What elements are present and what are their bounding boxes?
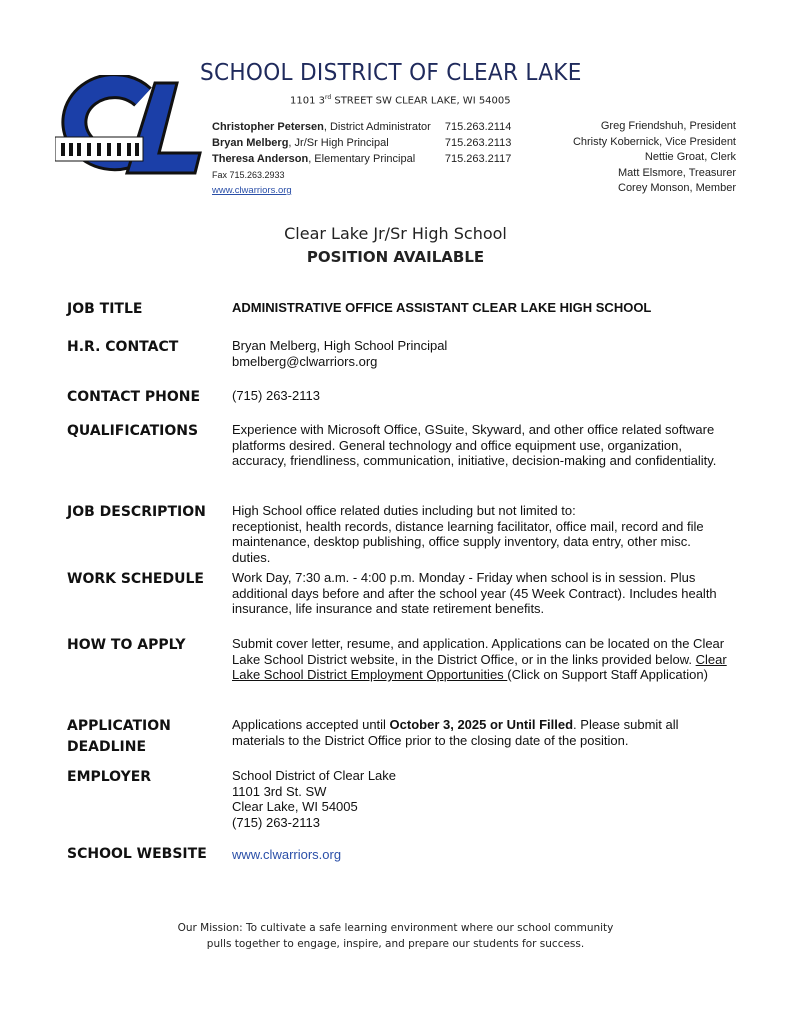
work-schedule-value: Work Day, 7:30 a.m. - 4:00 p.m. Monday - Friday when school is in session. Plus additional days before and after the school year (45 Week Contract). Includes health insurance, life insurance and state retirement benefits. [232, 570, 717, 616]
website-link[interactable]: www.clwarriors.org [212, 185, 292, 196]
job-description-intro: High School office related duties including but not limited to: [232, 503, 576, 518]
staff-name: Theresa Anderson [212, 153, 309, 165]
staff-line [212, 135, 431, 151]
employer-line: School District of Clear Lake [232, 768, 397, 783]
address-street: STREET SW CLEAR LAKE, WI 54005 [331, 95, 511, 107]
how-to-apply-text: Submit cover letter, resume, and application. Applications can be located on the Clear Lake School District website, in the District Office, or in the links provided below. [232, 636, 725, 667]
staff-line [212, 119, 431, 135]
application-deadline-label-1: APPLICATION [67, 718, 171, 734]
deadline-text: Applications accepted until [232, 717, 390, 732]
qualifications-value: Experience with Microsoft Office, GSuite, Skyward, and other office related software platforms desired. General technology and office equipment use, organization, accuracy, friendliness, communication, initiative, decision-making and confidentiality. [232, 422, 717, 468]
contact-phone-value: (715) 263-2113 [232, 388, 320, 403]
staff-list [212, 119, 511, 199]
employer-line: Clear Lake, WI 54005 [232, 799, 358, 814]
board-member: Corey Monson, Member [618, 182, 736, 194]
district-name: SCHOOL DISTRICT OF CLEAR LAKE [200, 60, 582, 86]
staff-phone: 715.263.2117 [444, 153, 512, 165]
staff-role: , District Administrator [323, 121, 431, 133]
employer [232, 767, 732, 844]
mission-statement [0, 920, 791, 952]
mission-line: Our Mission: To cultivate a safe learning environment where our school community [177, 922, 614, 934]
job-title-value: ADMINISTRATIVE OFFICE ASSISTANT CLEAR LAKE HIGH SCHOOL [232, 300, 652, 315]
job-description [232, 502, 732, 569]
mission-line: pulls together to engage, inspire, and prepare our students for success. [206, 938, 585, 950]
school-name: Clear Lake Jr/Sr High School [284, 224, 507, 243]
how-to-apply-value [232, 635, 732, 716]
address-sup: rd [325, 94, 332, 101]
staff-role: , Jr/Sr High Principal [288, 137, 389, 149]
application-deadline-label-2: DEADLINE [67, 739, 147, 755]
work-schedule-label: WORK SCHEDULE [67, 571, 204, 587]
employer-line: 1101 3rd St. SW [232, 783, 327, 799]
job-description-duties: receptionist, health records, distance learning facilitator, office mail, record and file maintenance, desktop publishing, office supply inventory, data entry, other misc. duties. [232, 518, 704, 565]
warriors-logo [55, 75, 205, 180]
staff-name: Christopher Petersen [212, 121, 324, 133]
district-address [290, 94, 511, 106]
job-description-label: JOB DESCRIPTION [67, 504, 206, 520]
application-deadline-label [67, 716, 232, 767]
school-website-link[interactable]: www.clwarriors.org [232, 847, 342, 862]
fax-number: Fax 715.263.2933 [212, 170, 285, 180]
how-to-apply-note: (Click on Support Staff Application) [507, 667, 708, 682]
deadline-note: . Please submit all materials to the District Office prior to the closing date of the position. [232, 717, 679, 748]
employer-label: EMPLOYER [67, 769, 152, 785]
application-deadline-value [232, 716, 732, 767]
hr-contact-name: Bryan Melberg, High School Principal [232, 338, 448, 353]
staff-role: , Elementary Principal [308, 153, 416, 165]
board-member: Nettie Groat, Clerk [644, 151, 736, 163]
hr-contact-email: bmelberg@clwarriors.org [232, 353, 378, 369]
position-fields [67, 299, 737, 865]
letterhead-contacts [212, 119, 736, 199]
staff-name: Bryan Melberg [212, 137, 289, 149]
staff-line [212, 151, 431, 167]
contact-phone-label: CONTACT PHONE [67, 389, 201, 405]
board-member: Matt Elsmore, Treasurer [618, 166, 736, 179]
board-list [573, 119, 736, 199]
hr-contact-label: H.R. CONTACT [67, 339, 179, 355]
staff-phone: 715.263.2113 [444, 137, 512, 149]
board-member: Christy Kobernick, Vice President [572, 135, 736, 148]
employer-line: (715) 263-2113 [232, 814, 320, 830]
deadline-date: October 3, 2025 or Until Filled [389, 717, 574, 732]
hr-contact [232, 337, 732, 387]
employment-opportunities-link[interactable]: Clear Lake School District Employment Opportunities [232, 651, 727, 682]
board-member: Greg Friendshuh, President [600, 120, 736, 132]
address-number: 1101 3 [290, 95, 325, 107]
qualifications-label: QUALIFICATIONS [67, 423, 199, 439]
school-website-label: SCHOOL WEBSITE [67, 846, 207, 862]
staff-phone: 715.263.2114 [444, 121, 512, 133]
page-title: POSITION AVAILABLE [306, 248, 485, 266]
job-title-label: JOB TITLE [67, 301, 143, 317]
how-to-apply-label: HOW TO APPLY [67, 637, 186, 653]
